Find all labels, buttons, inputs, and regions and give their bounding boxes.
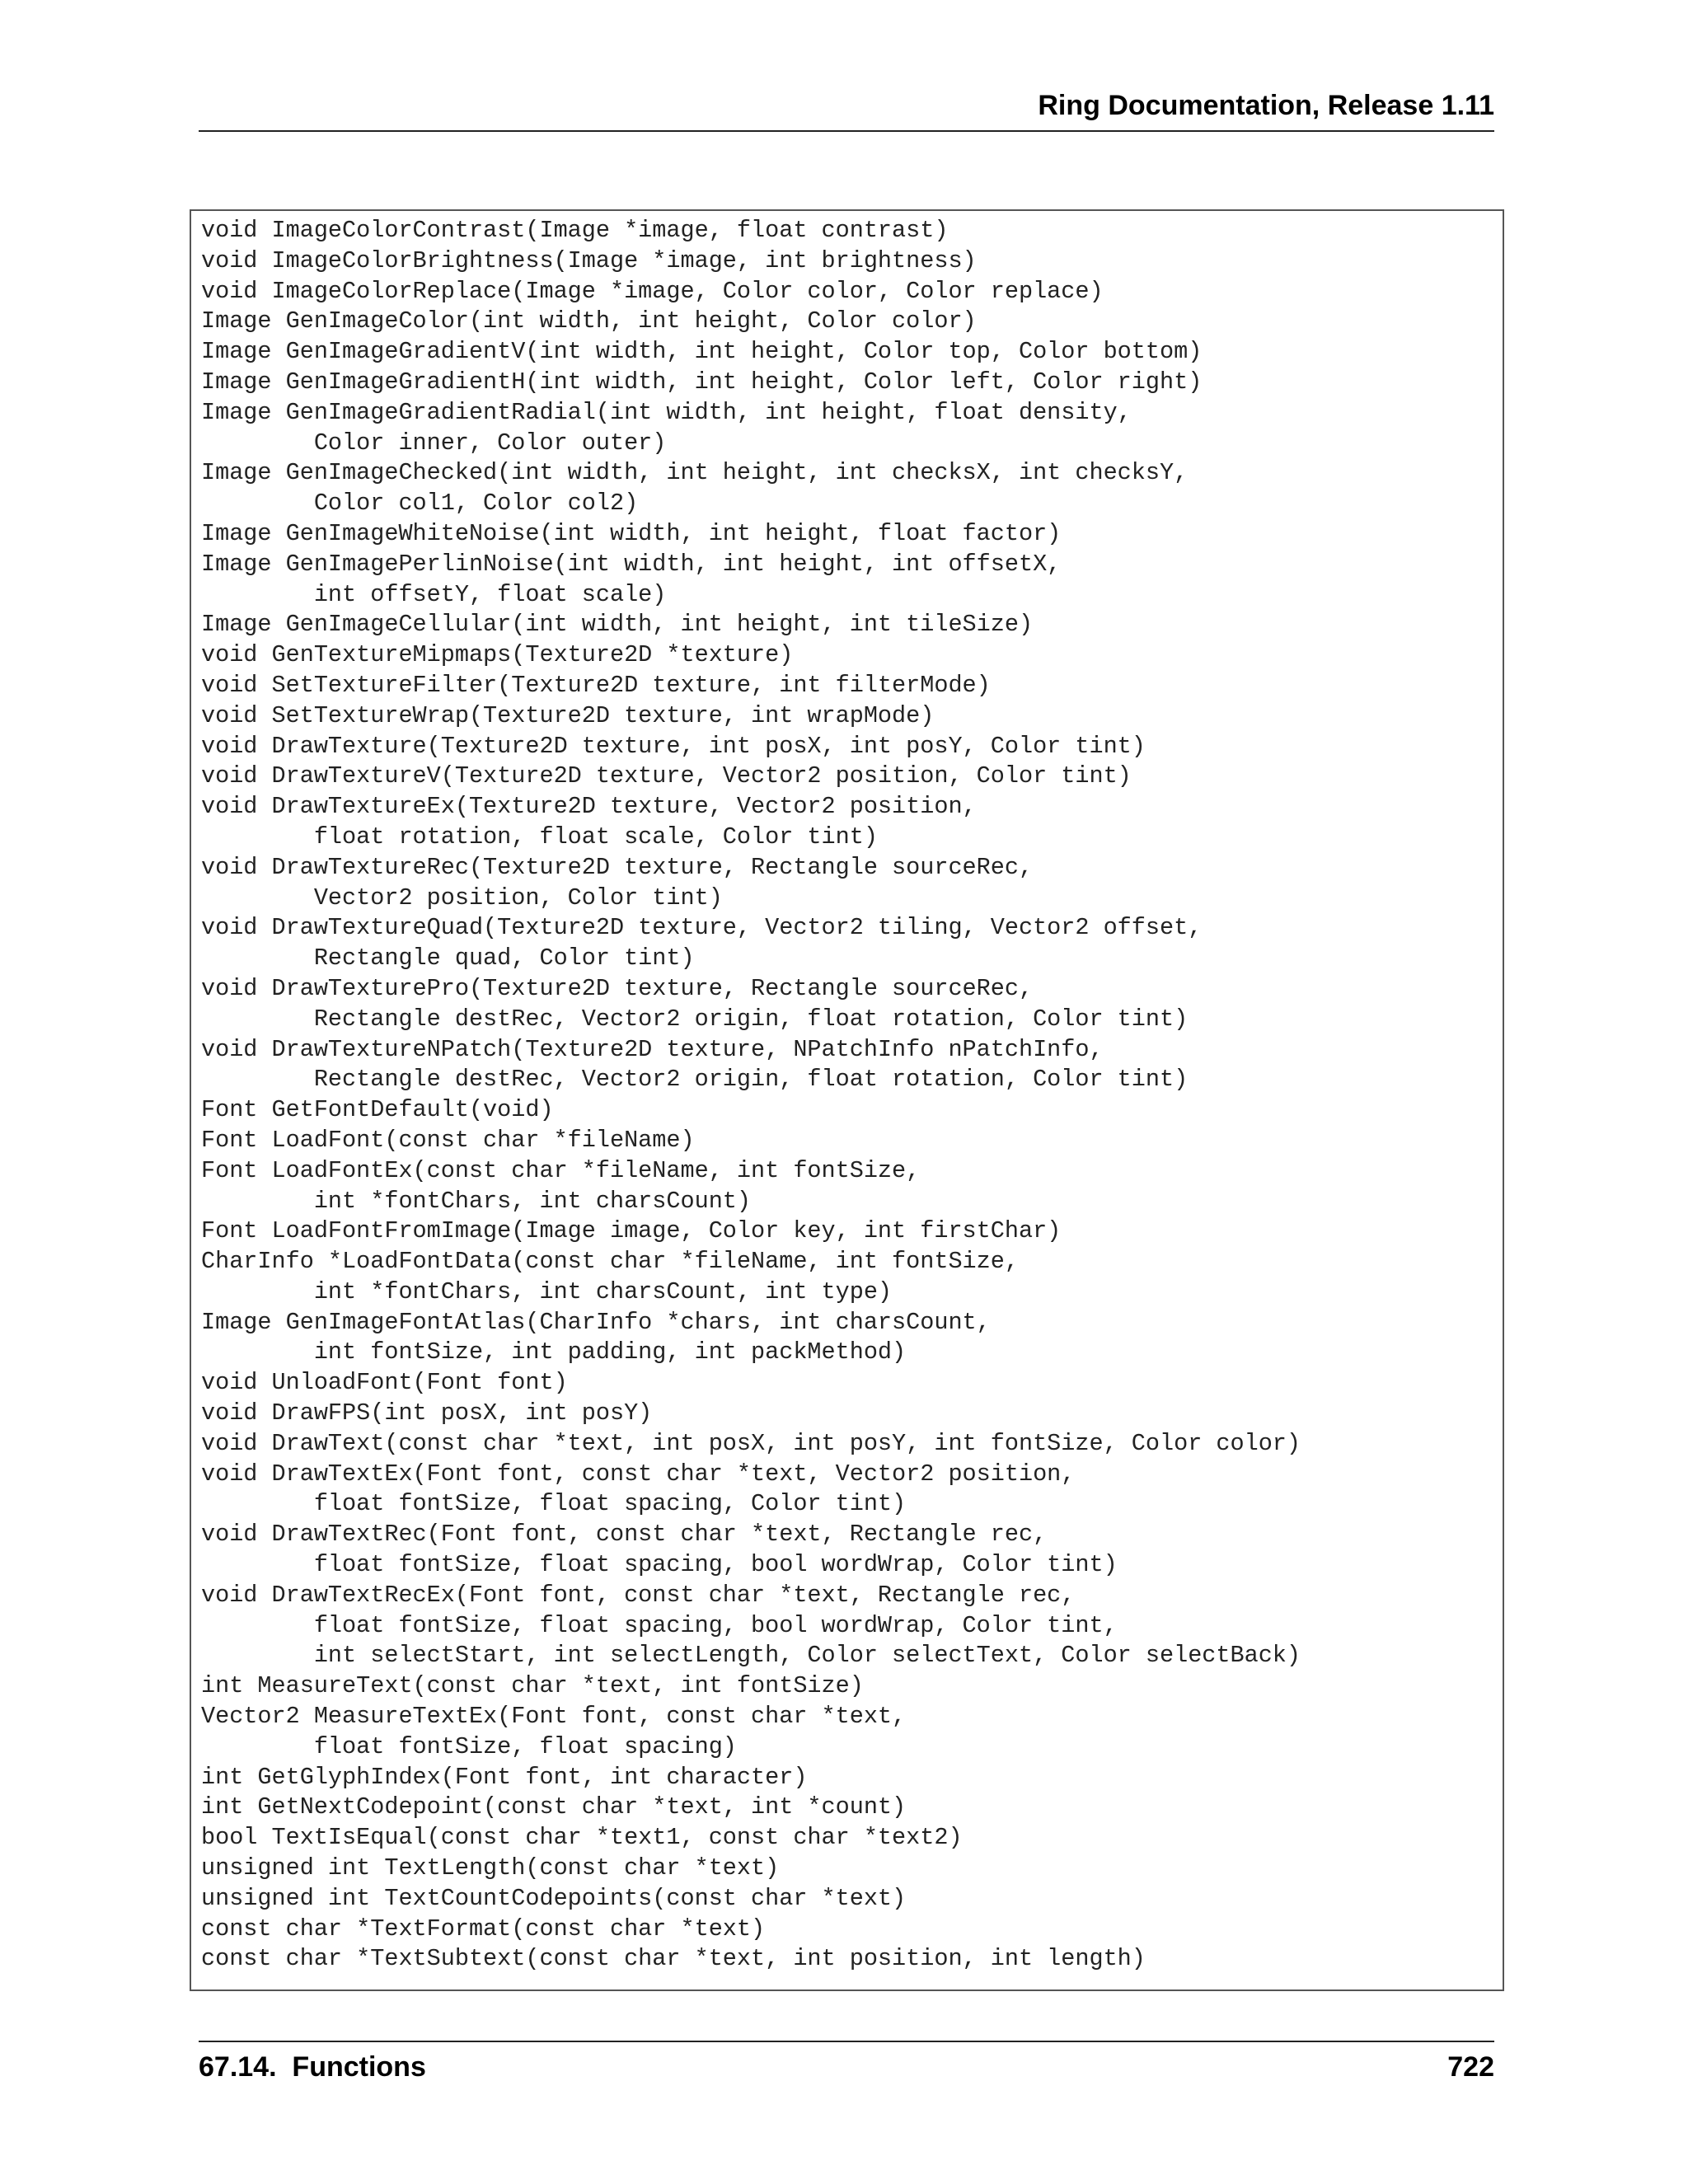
code-line: void DrawTextureNPatch(Texture2D texture, NPatchInfo nPatchInfo, [201, 1035, 1104, 1063]
code-line: int *fontChars, int charsCount, int type) [201, 1277, 893, 1305]
code-line: Font GetFontDefault(void) [201, 1096, 554, 1124]
code-line: void DrawText(const char *text, int posX, int posY, int fontSize, Color color) [201, 1429, 1301, 1457]
code-line: Rectangle destRec, Vector2 origin, float rotation, Color tint) [201, 1066, 1189, 1094]
code-line: int GetNextCodepoint(const char *text, int *count) [201, 1793, 907, 1821]
code-line: void DrawFPS(int posX, int posY) [201, 1399, 653, 1427]
code-line: void DrawTextRec(Font font, const char *text, Rectangle rec, [201, 1521, 1048, 1549]
code-line: void ImageColorContrast(Image *image, float contrast) [201, 217, 949, 244]
code-line: void GenTextureMipmaps(Texture2D *texture) [201, 641, 794, 669]
code-line: Font LoadFontFromImage(Image image, Color key, int firstChar) [201, 1217, 1062, 1245]
code-lines [201, 216, 1301, 1975]
code-line: Rectangle quad, Color tint) [201, 944, 695, 972]
code-line: Image GenImageGradientH(int width, int height, Color left, Color right) [201, 368, 1203, 396]
document-title: Ring Documentation, Release 1.11 [1038, 90, 1494, 121]
code-line: void DrawTexturePro(Texture2D texture, Rectangle sourceRec, [201, 974, 1034, 1002]
code-line: float fontSize, float spacing, Color tint) [201, 1490, 907, 1518]
code-line: unsigned int TextCountCodepoints(const char *text) [201, 1884, 907, 1912]
page-number: 722 [1447, 2051, 1494, 2083]
code-line: Vector2 position, Color tint) [201, 883, 723, 912]
code-line: bool TextIsEqual(const char *text1, const char *text2) [201, 1824, 963, 1852]
code-line: Rectangle destRec, Vector2 origin, float rotation, Color tint) [201, 1005, 1189, 1033]
code-line: void DrawTexture(Texture2D texture, int posX, int posY, Color tint) [201, 732, 1146, 760]
code-line: float fontSize, float spacing, bool wordWrap, Color tint, [201, 1611, 1118, 1639]
code-line: void DrawTextureV(Texture2D texture, Vector2 position, Color tint) [201, 762, 1132, 790]
code-line: Image GenImageWhiteNoise(int width, int height, float factor) [201, 519, 1062, 547]
code-line: int MeasureText(const char *text, int fontSize) [201, 1672, 864, 1700]
code-line: int fontSize, int padding, int packMethod) [201, 1338, 907, 1366]
page-header [199, 89, 1494, 132]
page-footer [199, 2041, 1494, 2098]
code-line: void UnloadFont(Font font) [201, 1369, 568, 1397]
code-line: Image GenImageFontAtlas(CharInfo *chars, int charsCount, [201, 1308, 991, 1336]
code-line: CharInfo *LoadFontData(const char *fileName, int fontSize, [201, 1248, 1019, 1276]
code-line: Image GenImageChecked(int width, int height, int checksX, int checksY, [201, 459, 1189, 487]
code-line: int selectStart, int selectLength, Color selectText, Color selectBack) [201, 1642, 1301, 1670]
code-line: const char *TextFormat(const char *text) [201, 1915, 766, 1943]
code-line: void SetTextureWrap(Texture2D texture, int wrapMode) [201, 701, 935, 729]
code-line: Font LoadFontEx(const char *fileName, int fontSize, [201, 1156, 921, 1184]
code-line: void DrawTextEx(Font font, const char *text, Vector2 position, [201, 1460, 1076, 1488]
code-line: Color col1, Color col2) [201, 490, 639, 518]
code-line: void DrawTextureQuad(Texture2D texture, Vector2 tiling, Vector2 offset, [201, 914, 1203, 942]
section-title: 67.14. Functions [199, 2051, 426, 2083]
code-line: void DrawTextRecEx(Font font, const char *text, Rectangle rec, [201, 1581, 1076, 1609]
code-line: void ImageColorReplace(Image *image, Color color, Color replace) [201, 277, 1104, 305]
code-line: float fontSize, float spacing) [201, 1732, 737, 1760]
code-line: Image GenImagePerlinNoise(int width, int height, int offsetX, [201, 550, 1062, 578]
code-block [190, 209, 1504, 1991]
code-line: Image GenImageCellular(int width, int height, int tileSize) [201, 611, 1034, 639]
code-line: Image GenImageColor(int width, int height, Color color) [201, 307, 977, 335]
code-line: const char *TextSubtext(const char *text, int position, int length) [201, 1945, 1146, 1973]
code-line: void ImageColorBrightness(Image *image, int brightness) [201, 246, 977, 274]
code-line: int GetGlyphIndex(Font font, int character) [201, 1763, 808, 1791]
code-line: void DrawTextureEx(Texture2D texture, Vector2 position, [201, 793, 977, 821]
code-line: Image GenImageGradientV(int width, int height, Color top, Color bottom) [201, 338, 1203, 366]
code-line: float fontSize, float spacing, bool wordWrap, Color tint) [201, 1551, 1118, 1579]
code-line: int *fontChars, int charsCount) [201, 1187, 752, 1215]
code-line: Vector2 MeasureTextEx(Font font, const char *text, [201, 1703, 907, 1731]
code-line: int offsetY, float scale) [201, 580, 667, 608]
code-line: unsigned int TextLength(const char *text) [201, 1854, 780, 1882]
code-line: Color inner, Color outer) [201, 429, 667, 457]
code-line: Font LoadFont(const char *fileName) [201, 1126, 695, 1154]
code-line: Image GenImageGradientRadial(int width, int height, float density, [201, 398, 1132, 426]
code-line: void SetTextureFilter(Texture2D texture, int filterMode) [201, 671, 991, 699]
code-line: float rotation, float scale, Color tint) [201, 823, 878, 851]
code-line: void DrawTextureRec(Texture2D texture, Rectangle sourceRec, [201, 853, 1034, 881]
